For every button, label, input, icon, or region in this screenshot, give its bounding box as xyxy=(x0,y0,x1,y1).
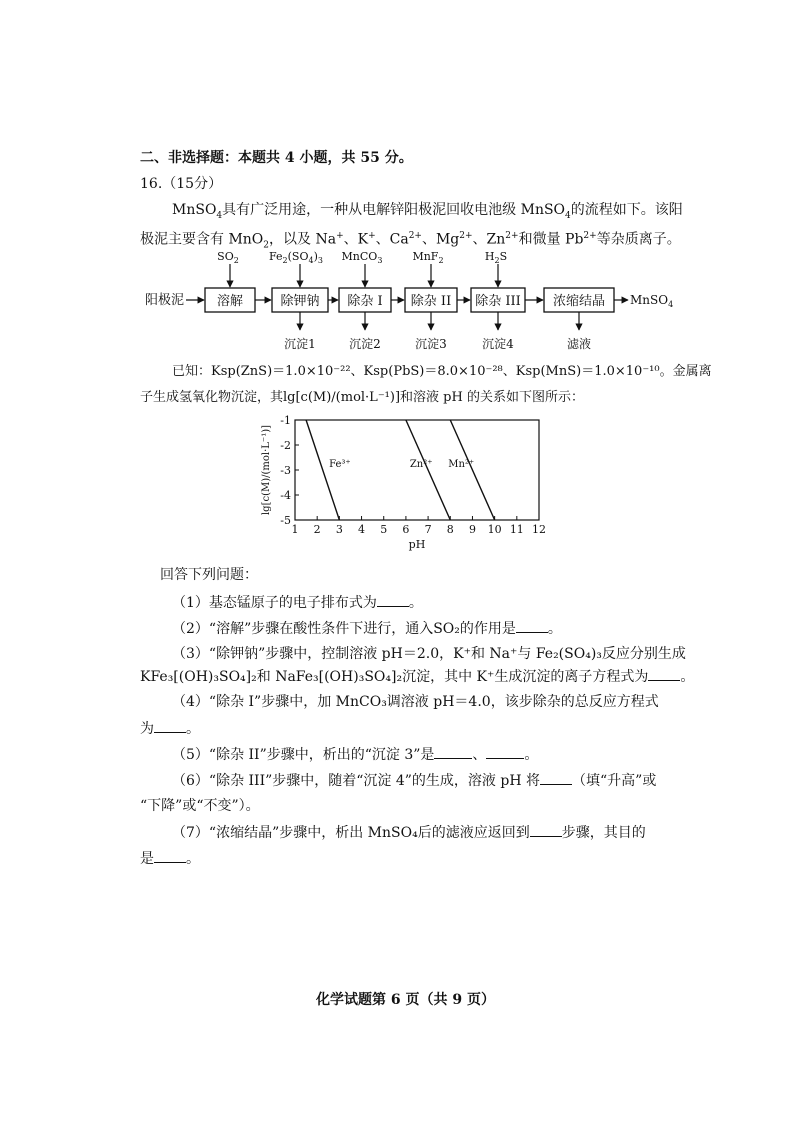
intro-text: 、K xyxy=(343,231,369,248)
series-label: Mn²⁺ xyxy=(448,459,475,470)
flow-reagent: MnCO$_3$ xyxy=(341,250,383,265)
x-tick-label: 3 xyxy=(335,523,343,536)
answer-blank[interactable] xyxy=(377,592,409,607)
y-tick-label: -3 xyxy=(280,464,291,477)
answer-blank[interactable] xyxy=(154,718,186,733)
series-label: Zn²⁺ xyxy=(409,459,433,470)
plot-frame xyxy=(295,420,539,520)
intro-text: 极泥主要含有 MnO xyxy=(140,231,264,248)
question-1: （1）基态锰原子的电子排布式为 。 xyxy=(172,592,423,613)
y-axis-label: lg[c(M)/(mol·L⁻¹)] xyxy=(261,424,272,516)
series-label: Fe³⁺ xyxy=(329,459,351,470)
q2-text: （2）“溶解”步骤在酸性条件下进行，通入SO₂的作用是 xyxy=(172,621,516,637)
flow-start-label: 阳极泥 xyxy=(145,293,185,308)
series-line xyxy=(406,420,450,520)
q4-text: 为 xyxy=(140,721,154,737)
flow-end-label: MnSO$_4$ xyxy=(630,293,674,309)
intro-text: 具有广泛用途，一种从电解锌阳极泥回收电池级 MnSO xyxy=(222,202,566,218)
flow-reagent: $H_2S$ xyxy=(484,250,508,265)
section-heading: 二、非选择题：本题共 4 小题，共 55 分。 xyxy=(140,150,413,166)
x-tick-label: 10 xyxy=(487,523,502,536)
flow-step-label: 除杂 I xyxy=(347,294,383,309)
question-7b: 是 。 xyxy=(140,848,200,869)
intro-text: 、Mg xyxy=(421,231,460,248)
answer-blank[interactable] xyxy=(154,848,186,863)
q1-text: （1）基态锰原子的电子排布式为 xyxy=(172,595,377,611)
series-line xyxy=(450,420,494,520)
question-3b: KFe₃[(OH)₃SO₄]₂和 NaFe₃[(OH)₃SO₄]₂沉淀，其中 K⁺生成沉淀的离子方程式为 。 xyxy=(140,666,694,687)
intro-text: 、Zn xyxy=(472,231,506,248)
flow-reagent: MnF$_2$ xyxy=(412,250,444,265)
y-tick-label: -4 xyxy=(280,489,291,502)
known-line-1: 已知：Ksp(ZnS)＝1.0×10⁻²²、Ksp(PbS)＝8.0×10⁻²⁸、Ksp(MnS)＝1.0×10⁻¹⁰。金属离 xyxy=(172,364,712,379)
x-tick-label: 7 xyxy=(424,523,432,536)
answer-blank[interactable] xyxy=(648,666,680,681)
x-tick-label: 6 xyxy=(402,523,410,536)
intro-text: ，以及 Na xyxy=(269,231,337,248)
question-7a xyxy=(172,822,646,843)
q6-text-2: （填“升高”或 xyxy=(572,773,657,789)
x-axis-label: pH xyxy=(408,538,426,551)
flow-reagent: $SO_2$ xyxy=(217,250,239,265)
flow-reagent: $Fe_2(SO_4)_3$ xyxy=(269,250,323,265)
question-5: （5）“除杂 II”步骤中，析出的“沉淀 3”是 、 。 xyxy=(172,744,538,765)
question-points: （15分） xyxy=(162,176,223,192)
x-tick-label: 5 xyxy=(380,523,388,536)
process-flow-diagram xyxy=(0,248,794,358)
x-tick-label: 4 xyxy=(358,523,366,536)
y-tick-label: -1 xyxy=(280,414,291,427)
intro-text: 、Ca xyxy=(375,231,409,248)
q7-text: （7）“浓缩结晶”步骤中，析出 MnSO₄后的滤液应返回到 xyxy=(172,825,530,841)
question-no: 16. xyxy=(140,176,163,192)
flow-product: 沉淀4 xyxy=(482,337,514,351)
q7-text-3: 是 xyxy=(140,851,154,867)
flow-product: 沉淀2 xyxy=(349,337,381,351)
flow-step-label: 除钾钠 xyxy=(280,294,320,309)
x-tick-label: 2 xyxy=(313,523,321,536)
x-tick-label: 8 xyxy=(446,523,454,536)
question-6a xyxy=(172,770,656,791)
answer-blank[interactable] xyxy=(530,822,562,837)
intro-text: 和微量 Pb xyxy=(518,231,584,248)
flow-product: 滤液 xyxy=(566,337,592,351)
ph-precipitation-chart xyxy=(245,410,565,560)
question-4b: 为 。 xyxy=(140,718,200,739)
intro-line-2: 极泥主要含有 MnO$_2$，以及 Na+、K+、$Ca^{2+}$、$Mg^{2+}$、$Zn^{2+}$和微量 $Pb^{2+}$等杂质离子。 xyxy=(140,231,681,251)
x-tick-label: 1 xyxy=(291,523,299,536)
answer-blank[interactable] xyxy=(434,744,472,759)
answer-blank[interactable] xyxy=(486,744,524,759)
flow-step-label: 除杂 II xyxy=(410,294,452,309)
answer-blank[interactable] xyxy=(516,618,548,633)
question-number xyxy=(140,174,222,194)
q7-text-2: 步骤，其目的 xyxy=(561,825,646,841)
question-3a: （3）“除钾钠”步骤中，控制溶液 pH＝2.0，K⁺和 Na⁺与 Fe₂(SO₄)₃反应分别生成 xyxy=(172,646,686,662)
x-tick-label: 9 xyxy=(468,523,476,536)
q3-text: KFe₃[(OH)₃SO₄]₂和 NaFe₃[(OH)₃SO₄]₂沉淀，其中 K⁺生成沉淀的离子方程式为 xyxy=(140,669,649,685)
intro-line-1: MnSO$_4$具有广泛用途，一种从电解锌阳极泥回收电池级 MnSO$_4$的流程如下。该阳 xyxy=(172,202,683,221)
x-tick-label: 12 xyxy=(532,523,546,536)
question-2: （2）“溶解”步骤在酸性条件下进行，通入SO₂的作用是 。 xyxy=(172,618,562,639)
y-tick-label: -5 xyxy=(280,514,291,527)
q5-sep: 、 xyxy=(472,747,487,763)
page-footer: 化学试题第 6 页（共 9 页） xyxy=(316,992,495,1008)
q5-text: （5）“除杂 II”步骤中，析出的“沉淀 3”是 xyxy=(172,747,435,763)
flow-step-label: 溶解 xyxy=(216,294,244,309)
question-6b: “下降”或“不变”）。 xyxy=(140,798,260,814)
question-4a: （4）“除杂 I”步骤中，加 MnCO₃调溶液 pH＝4.0，该步除杂的总反应方程式 xyxy=(172,694,659,710)
answer-blank[interactable] xyxy=(540,770,572,785)
known-line-2: 子生成氢氧化物沉淀，其lg[c(M)/(mol·L⁻¹)]和溶液 pH 的关系如下图所示： xyxy=(140,390,584,405)
flow-step-label: 浓缩结晶 xyxy=(552,294,606,309)
flow-step-label: 除杂 III xyxy=(475,294,521,309)
intro-text: MnSO xyxy=(172,202,217,218)
y-tick-label: -2 xyxy=(280,439,291,452)
q6-text: （6）“除杂 III”步骤中，随着“沉淀 4”的生成，溶液 pH 将 xyxy=(172,773,541,789)
x-tick-label: 11 xyxy=(509,523,524,536)
flow-product: 沉淀1 xyxy=(284,337,316,351)
flow-product: 沉淀3 xyxy=(415,337,447,351)
answer-prompt: 回答下列问题： xyxy=(160,567,258,583)
intro-text: 等杂质离子。 xyxy=(596,231,681,248)
intro-text: 的流程如下。该阳 xyxy=(570,202,683,218)
series-line xyxy=(306,420,339,520)
